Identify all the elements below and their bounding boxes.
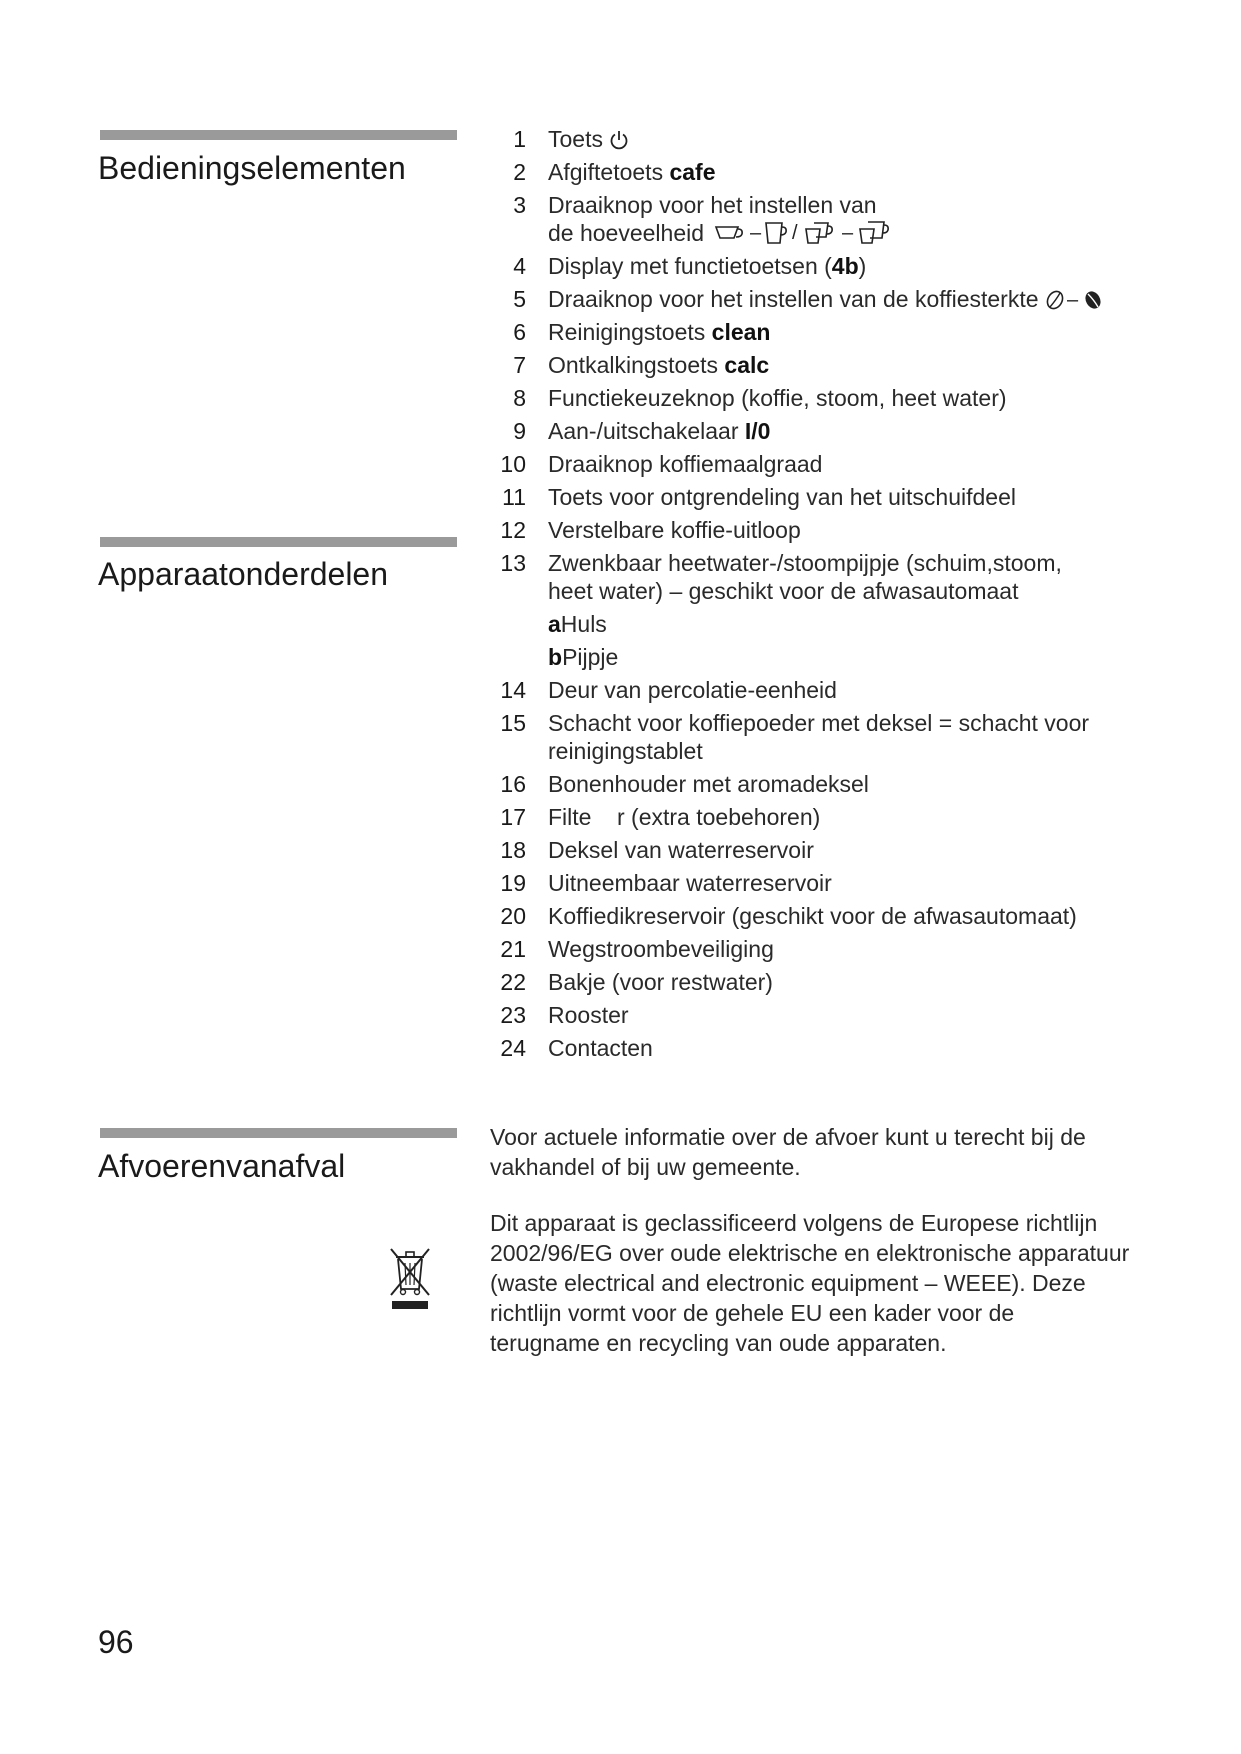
section-title-disposal: Afvoerenvanafval bbox=[98, 1148, 346, 1184]
list-subitem: bPijpje bbox=[548, 644, 619, 670]
list-item: 10 Draaiknop koffiemaalgraad bbox=[490, 450, 1150, 478]
list-item: 13 Zwenkbaar heetwater-/stoompijpje (schuim,stoom, heet water) – geschikt voor de afwasautomaat bbox=[490, 549, 1150, 605]
section-title-parts: Apparaatonderdelen bbox=[98, 556, 389, 592]
page-number: 96 bbox=[98, 1624, 134, 1660]
svg-text:–: – bbox=[1066, 289, 1079, 311]
list-item: 9 Aan-/uitschakelaar I/0 bbox=[490, 417, 1150, 445]
item-number: 2 bbox=[513, 159, 526, 185]
item-number: 24 bbox=[500, 1035, 526, 1061]
section-title-controls: Bedieningselementen bbox=[98, 150, 406, 186]
item-number: 22 bbox=[500, 969, 526, 995]
list-item: 7 Ontkalkingstoets calc bbox=[490, 351, 1150, 379]
weee-bin-icon bbox=[387, 1245, 433, 1311]
list-item: 18 Deksel van waterreservoir bbox=[490, 836, 1150, 864]
list-item: 8 Functiekeuzeknop (koffie, stoom, heet water) bbox=[490, 384, 1150, 412]
list-item: 16 Bonenhouder met aromadeksel bbox=[490, 770, 1150, 798]
item-number: 6 bbox=[513, 319, 526, 345]
list-item: 12 Verstelbare koffie-uitloop bbox=[490, 516, 1150, 544]
power-icon bbox=[609, 129, 629, 151]
item-number: 12 bbox=[500, 517, 526, 543]
item-number: 1 bbox=[513, 126, 526, 152]
item-number: 21 bbox=[500, 936, 526, 962]
coffee-strength-icons bbox=[1045, 287, 1109, 311]
item-number: 16 bbox=[500, 771, 526, 797]
list-item: 5 Draaiknop voor het instellen van de koffiesterkte – bbox=[490, 285, 1150, 313]
list-item: 22 Bakje (voor restwater) bbox=[490, 968, 1150, 996]
disposal-info-paragraph: Voor actuele informatie over de afvoer kunt u terecht bij de vakhandel of bij uw gemeente. bbox=[490, 1124, 1086, 1180]
component-list bbox=[490, 125, 1150, 1067]
list-item: 15 Schacht voor koffiepoeder met deksel = schacht voor reinigingstablet bbox=[490, 709, 1150, 765]
list-subitem: aHuls bbox=[548, 611, 607, 637]
list-item: 2 Afgiftetoets cafe bbox=[490, 158, 1150, 186]
section-rule-controls bbox=[100, 130, 457, 140]
list-item: 17 Filte r (extra toebehoren) bbox=[490, 803, 1150, 831]
list-item: 14 Deur van percolatie-eenheid bbox=[490, 676, 1150, 704]
list-item: 20 Koffiedikreservoir (geschikt voor de afwasautomaat) bbox=[490, 902, 1150, 930]
item-number: 5 bbox=[513, 286, 526, 312]
list-item: 24 Contacten bbox=[490, 1034, 1150, 1062]
item-number: 14 bbox=[500, 677, 526, 703]
svg-text:–: – bbox=[842, 222, 854, 244]
item-number: 8 bbox=[513, 385, 526, 411]
list-item: 3 Draaiknop voor het instellen van de hoeveelheid – / – bbox=[490, 191, 1150, 247]
list-item: 23 Rooster bbox=[490, 1001, 1150, 1029]
item-number: 7 bbox=[513, 352, 526, 378]
cup-quantity-icons bbox=[710, 219, 906, 245]
item-number: 3 bbox=[513, 192, 526, 218]
item-number: 19 bbox=[500, 870, 526, 896]
list-item: 11 Toets voor ontgrendeling van het uitschuifdeel bbox=[490, 483, 1150, 511]
item-number: 13 bbox=[500, 550, 526, 576]
weee-directive-paragraph: Dit apparaat is geclassificeerd volgens de Europese richtlijn 2002/96/EG over oude elektrische en elektronische apparatuur (waste electrical and electronic equipment – WEEE). Deze richtlijn vormt voor de gehele EU een kader voor de terugname en recycling van oude apparaten. bbox=[490, 1210, 1130, 1356]
list-item: 1 Toets bbox=[490, 125, 1150, 153]
svg-text:–: – bbox=[750, 222, 762, 244]
item-number: 10 bbox=[500, 451, 526, 477]
item-number: 18 bbox=[500, 837, 526, 863]
list-item: 21 Wegstroombeveiliging bbox=[490, 935, 1150, 963]
item-number: 17 bbox=[500, 804, 526, 830]
list-item: 4 Display met functietoetsen (4b) bbox=[490, 252, 1150, 280]
item-number: 11 bbox=[502, 484, 526, 510]
item-number: 23 bbox=[500, 1002, 526, 1028]
svg-text:/: / bbox=[792, 222, 798, 244]
item-number: 9 bbox=[513, 418, 526, 444]
list-item: 19 Uitneembaar waterreservoir bbox=[490, 869, 1150, 897]
item-number: 4 bbox=[513, 253, 526, 279]
list-item: 6 Reinigingstoets clean bbox=[490, 318, 1150, 346]
section-rule-parts bbox=[100, 537, 457, 547]
item-number: 20 bbox=[500, 903, 526, 929]
section-rule-disposal bbox=[100, 1128, 457, 1138]
item-number: 15 bbox=[500, 710, 526, 736]
